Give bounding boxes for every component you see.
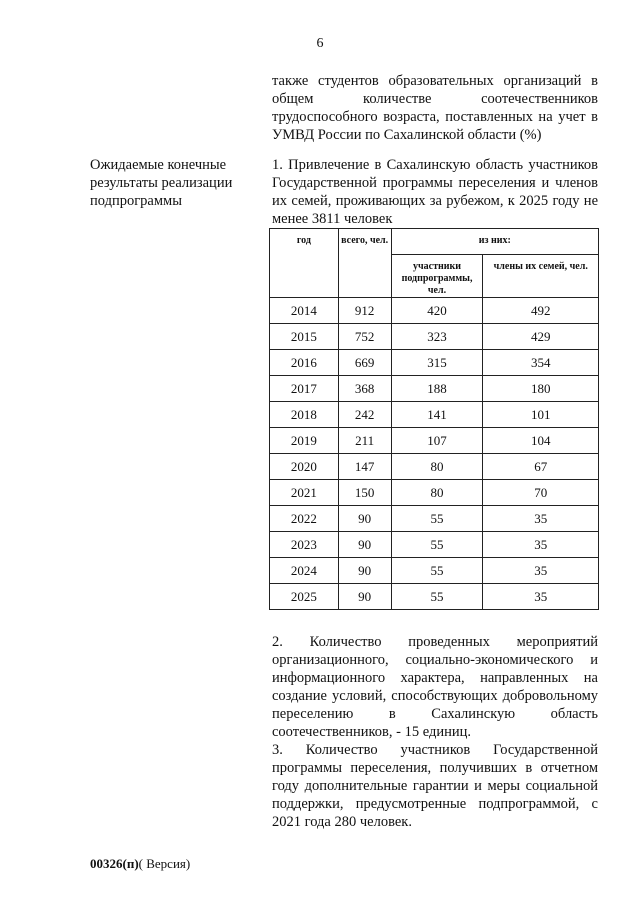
table-row xyxy=(270,298,599,324)
cell-participants: 55 xyxy=(391,584,483,610)
cell-year: 2016 xyxy=(270,350,339,376)
cell-year: 2021 xyxy=(270,480,339,506)
table-row xyxy=(270,350,599,376)
cell-total: 90 xyxy=(338,532,391,558)
footer xyxy=(90,856,190,872)
cell-family: 354 xyxy=(483,350,599,376)
cell-year: 2023 xyxy=(270,532,339,558)
cell-family: 104 xyxy=(483,428,599,454)
cell-year: 2022 xyxy=(270,506,339,532)
cell-participants: 420 xyxy=(391,298,483,324)
cell-family: 35 xyxy=(483,558,599,584)
cell-participants: 141 xyxy=(391,402,483,428)
cell-total: 90 xyxy=(338,558,391,584)
table-row xyxy=(270,428,599,454)
header-family: члены их семей, чел. xyxy=(483,255,599,298)
cell-total: 147 xyxy=(338,454,391,480)
header-participants: участники подпрограммы, чел. xyxy=(391,255,483,298)
table-row xyxy=(270,558,599,584)
table-row xyxy=(270,324,599,350)
cell-participants: 55 xyxy=(391,558,483,584)
cell-year: 2014 xyxy=(270,298,339,324)
result-item-1: 1. Привлечение в Сахалинскую область участников Государственной программы переселения и членов их семей, проживающих за рубежом, к 2025 году не менее 3811 человек xyxy=(272,157,598,227)
cell-total: 752 xyxy=(338,324,391,350)
cell-family: 429 xyxy=(483,324,599,350)
cell-total: 669 xyxy=(338,350,391,376)
cell-participants: 55 xyxy=(391,506,483,532)
table-row xyxy=(270,506,599,532)
cell-participants: 315 xyxy=(391,350,483,376)
expected-results-label: Ожидаемые конечные результаты реализации подпрограммы xyxy=(90,157,233,209)
result-item-3: 3. Количество участников Государственной программы переселения, получивших в отчетном году дополнительные гарантии и меры социальной поддержки, предусмотренные подпрограммой, с 2021 года 280 человек. xyxy=(272,742,598,830)
cell-total: 368 xyxy=(338,376,391,402)
cell-year: 2020 xyxy=(270,454,339,480)
migration-table xyxy=(269,228,599,610)
cell-year: 2018 xyxy=(270,402,339,428)
cell-total: 90 xyxy=(338,506,391,532)
result-item-2: 2. Количество проведенных мероприятий организационного, социально-экономического и информационного характера, направленных на создание условий, способствующих добровольному переселению в Сахалинскую область соотечественников, - 15 единиц. xyxy=(272,634,598,740)
cell-family: 67 xyxy=(483,454,599,480)
footer-version: ( Версия) xyxy=(138,856,191,871)
header-total: всего, чел. xyxy=(338,229,391,298)
cell-total: 242 xyxy=(338,402,391,428)
cell-family: 35 xyxy=(483,506,599,532)
table-row xyxy=(270,376,599,402)
results-items-2-3 xyxy=(272,633,598,831)
table-row xyxy=(270,402,599,428)
cell-total: 150 xyxy=(338,480,391,506)
table-body xyxy=(270,298,599,610)
page-number: 6 xyxy=(316,36,324,51)
intro-text: также студентов образовательных организаций в общем количестве соотечественников трудоспособного возраста, поставленных на учет в УМВД России по Сахалинской области (%) xyxy=(272,73,598,143)
cell-year: 2025 xyxy=(270,584,339,610)
table-row xyxy=(270,480,599,506)
cell-total: 912 xyxy=(338,298,391,324)
cell-total: 90 xyxy=(338,584,391,610)
cell-year: 2019 xyxy=(270,428,339,454)
cell-participants: 188 xyxy=(391,376,483,402)
table-row xyxy=(270,454,599,480)
cell-family: 492 xyxy=(483,298,599,324)
cell-year: 2017 xyxy=(270,376,339,402)
cell-total: 211 xyxy=(338,428,391,454)
table-row xyxy=(270,584,599,610)
cell-year: 2015 xyxy=(270,324,339,350)
cell-family: 35 xyxy=(483,584,599,610)
cell-family: 180 xyxy=(483,376,599,402)
cell-participants: 55 xyxy=(391,532,483,558)
cell-participants: 80 xyxy=(391,480,483,506)
footer-code: 00326(п) xyxy=(90,856,139,871)
cell-year: 2024 xyxy=(270,558,339,584)
cell-participants: 80 xyxy=(391,454,483,480)
header-of-them: из них: xyxy=(391,229,598,255)
table-row xyxy=(270,532,599,558)
cell-participants: 107 xyxy=(391,428,483,454)
cell-family: 35 xyxy=(483,532,599,558)
header-year: год xyxy=(270,229,339,298)
cell-participants: 323 xyxy=(391,324,483,350)
cell-family: 70 xyxy=(483,480,599,506)
cell-family: 101 xyxy=(483,402,599,428)
